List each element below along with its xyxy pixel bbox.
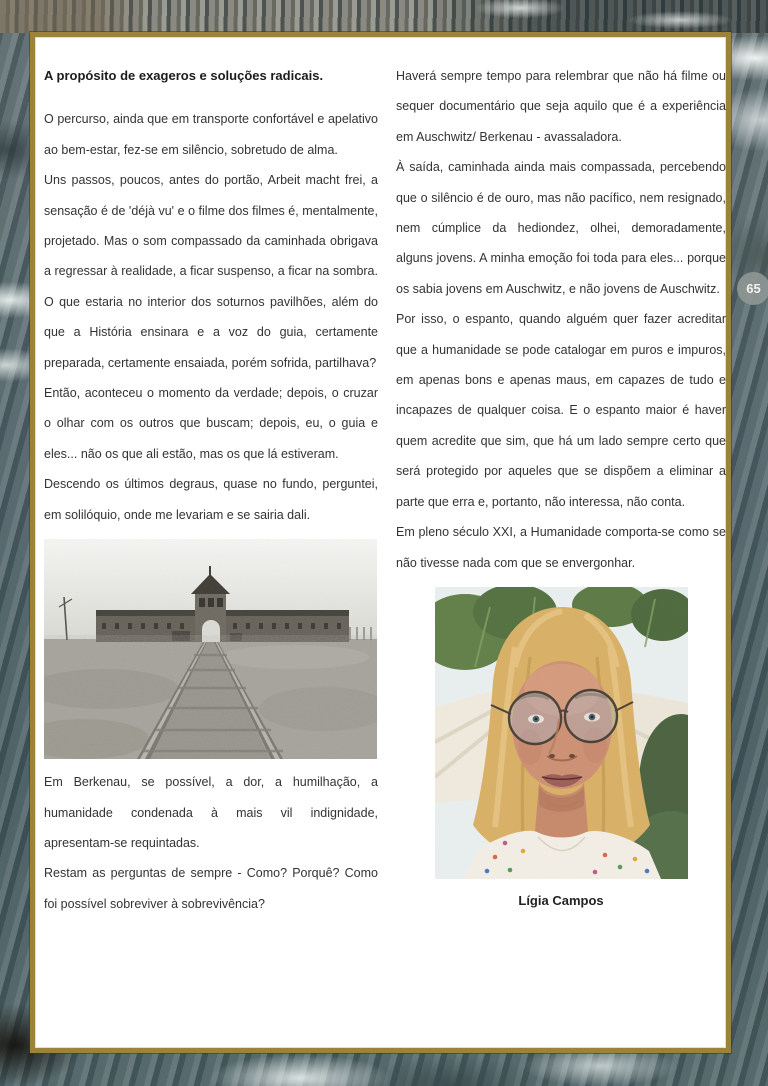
paragraph: Haverá sempre tempo para relembrar que não há filme ou sequer documentário que seja aquilo que é a experiência em Auschwitz/ Berkenau - avassaladora. <box>396 69 726 144</box>
article-title: A propósito de exageros e soluções radicais. <box>44 68 324 83</box>
paragraph: À saída, caminhada ainda mais compassada, percebendo que o silêncio é de ouro, mas não pacífico, nem resignado, nem cúmplice da hediondez, olhei, demoradamente, alguns jovens. A minha emoção foi toda para eles... porque os sabia jovens em Auschwitz, e não jovens de Auschwitz. <box>396 160 726 296</box>
author-portrait-photo <box>435 587 688 879</box>
page-number: 65 <box>746 281 761 296</box>
paragraph: Em pleno século XXI, a Humanidade comporta-se como se não tivesse nada com que se envergonhar. <box>396 525 726 570</box>
right-column <box>396 61 726 919</box>
paragraph: Descendo os últimos degraus, quase no fundo, perguntei, em solilóquio, onde me levariam e se sairia dali. <box>44 477 378 522</box>
photo-caption: Lígia Campos <box>518 892 604 908</box>
paragraph: Restam as perguntas de sempre - Como? Porquê? Como foi possível sobreviver à sobrevivência? <box>44 866 378 911</box>
paragraph: Uns passos, poucos, antes do portão, Arbeit macht frei, a sensação é de 'déjà vu' e o filme dos filmes é, mentalmente, projetado. Mas o som compassado da caminhada obrigava a regressar à realidade, a ficar suspenso, a ficar na sombra. O que estaria no interior dos soturnos pavilhões, além do que a História ensinara e a voz do guia, certamente preparada, certamente ensaiada, porém sofrida, partilhava? <box>44 173 378 370</box>
paragraph: Por isso, o espanto, quando alguém quer fazer acreditar que a humanidade se pode catalogar em puros e impuros, em apenas bons e apenas maus, em capazes de tudo e incapazes de qualquer coisa. E o espanto maior é haver quem acredite que sim, que há um lado sempre certo que será protegido por aqueles que se dispõem a eliminar a parte que erra e, portanto, não interessa, não conta. <box>396 312 726 509</box>
paragraph: Em Berkenau, se possível, a dor, a humilhação, a humanidade condenada à mais vil indignidade, apresentam-se requintadas. <box>44 775 378 850</box>
paragraph: O percurso, ainda que em transporte confortável e apelativo ao bem-estar, fez-se em silêncio, sobretudo de alma. <box>44 112 378 157</box>
magazine-page <box>30 32 731 1053</box>
page-number-badge <box>737 272 768 305</box>
paragraph: Então, aconteceu o momento da verdade; depois, o cruzar o olhar com os outros que buscam; depois, eu, o guia e eles... não os que ali estão, mas os que lá estiveram. <box>44 386 378 461</box>
left-column <box>44 61 378 919</box>
two-column-layout <box>44 61 726 919</box>
auschwitz-gatehouse-photo <box>44 539 377 759</box>
background-texture-top <box>0 0 768 33</box>
